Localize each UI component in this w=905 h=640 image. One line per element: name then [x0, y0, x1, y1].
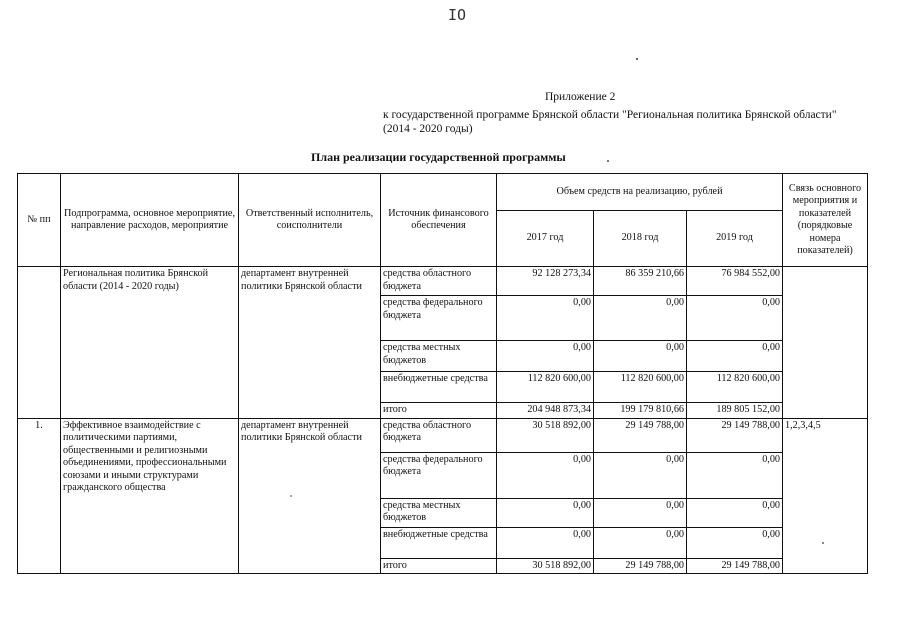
row-value-2017: 0,00 — [497, 498, 594, 527]
row-value-2017: 0,00 — [497, 341, 594, 372]
row-value-2017: 112 820 600,00 — [497, 372, 594, 403]
row-value-2019: 29 149 788,00 — [687, 418, 783, 452]
row-source: средства местных бюджетов — [381, 498, 497, 527]
row-value-2019: 0,00 — [687, 498, 783, 527]
appendix-reference: к государственной программе Брянской области "Региональная политика Брянской области" (2014 - 2020 годы) — [383, 109, 837, 135]
total-value-2017: 204 948 873,34 — [497, 403, 594, 419]
header-subprogram: Подпрограмма, основное мероприятие, направление расходов, мероприятие — [61, 174, 239, 267]
document-title: План реализации государственной программы — [311, 150, 566, 164]
row-value-2017: 0,00 — [497, 452, 594, 498]
header-executor: Ответственный исполнитель, соисполнители — [239, 174, 381, 267]
total-value-2018: 29 149 788,00 — [594, 558, 687, 574]
row-source: средства федерального бюджета — [381, 296, 497, 341]
row-value-2017: 0,00 — [497, 527, 594, 558]
header-link: Связь основного мероприятия и показателей (порядковые номера показателей) — [783, 174, 868, 267]
table-row — [18, 418, 868, 452]
row-executor: департамент внутренней политики Брянской области — [239, 418, 381, 574]
row-link: 1,2,3,4,5 — [783, 418, 868, 574]
row-value-2019: 0,00 — [687, 341, 783, 372]
total-value-2018: 199 179 810,66 — [594, 403, 687, 419]
header-year-2017: 2017 год — [497, 211, 594, 267]
row-source: средства областного бюджета — [381, 267, 497, 296]
header-num: № пп — [18, 174, 61, 267]
header-year-2019: 2019 год — [687, 211, 783, 267]
row-link — [783, 267, 868, 419]
total-label: итого — [381, 403, 497, 419]
total-value-2017: 30 518 892,00 — [497, 558, 594, 574]
row-executor: департамент внутренней политики Брянской области — [239, 267, 381, 419]
scan-speck — [607, 160, 609, 162]
row-value-2017: 0,00 — [497, 296, 594, 341]
row-source: средства местных бюджетов — [381, 341, 497, 372]
row-value-2018: 112 820 600,00 — [594, 372, 687, 403]
appendix-label: Приложение 2 — [545, 91, 616, 103]
total-value-2019: 189 805 152,00 — [687, 403, 783, 419]
row-value-2018: 0,00 — [594, 341, 687, 372]
page-number: IO — [448, 6, 467, 24]
total-label: итого — [381, 558, 497, 574]
row-value-2017: 92 128 273,34 — [497, 267, 594, 296]
row-subprogram-name: Эффективное взаимодействие с политическими партиями, общественными и религиозными объединениями, профессиональными союзами и иными структурами гражданского общества — [61, 418, 239, 574]
row-value-2018: 29 149 788,00 — [594, 418, 687, 452]
row-source: средства федерального бюджета — [381, 452, 497, 498]
header-funds: Объем средств на реализацию, рублей — [497, 174, 783, 211]
table-row — [18, 267, 868, 296]
row-value-2019: 76 984 552,00 — [687, 267, 783, 296]
total-value-2019: 29 149 788,00 — [687, 558, 783, 574]
header-year-2018: 2018 год — [594, 211, 687, 267]
row-source: внебюджетные средства — [381, 527, 497, 558]
row-num — [18, 267, 61, 419]
scan-speck — [636, 58, 638, 60]
row-value-2018: 0,00 — [594, 498, 687, 527]
row-value-2019: 112 820 600,00 — [687, 372, 783, 403]
row-value-2019: 0,00 — [687, 527, 783, 558]
plan-table — [17, 173, 868, 574]
row-value-2018: 0,00 — [594, 527, 687, 558]
row-subprogram-name: Региональная политика Брянской области (2014 - 2020 годы) — [61, 267, 239, 419]
row-value-2017: 30 518 892,00 — [497, 418, 594, 452]
row-source: внебюджетные средства — [381, 372, 497, 403]
row-num: 1. — [18, 418, 61, 574]
row-value-2018: 0,00 — [594, 452, 687, 498]
row-value-2018: 0,00 — [594, 296, 687, 341]
row-source: средства областного бюджета — [381, 418, 497, 452]
row-value-2019: 0,00 — [687, 296, 783, 341]
row-value-2018: 86 359 210,66 — [594, 267, 687, 296]
row-value-2019: 0,00 — [687, 452, 783, 498]
header-source: Источник финансового обеспечения — [381, 174, 497, 267]
